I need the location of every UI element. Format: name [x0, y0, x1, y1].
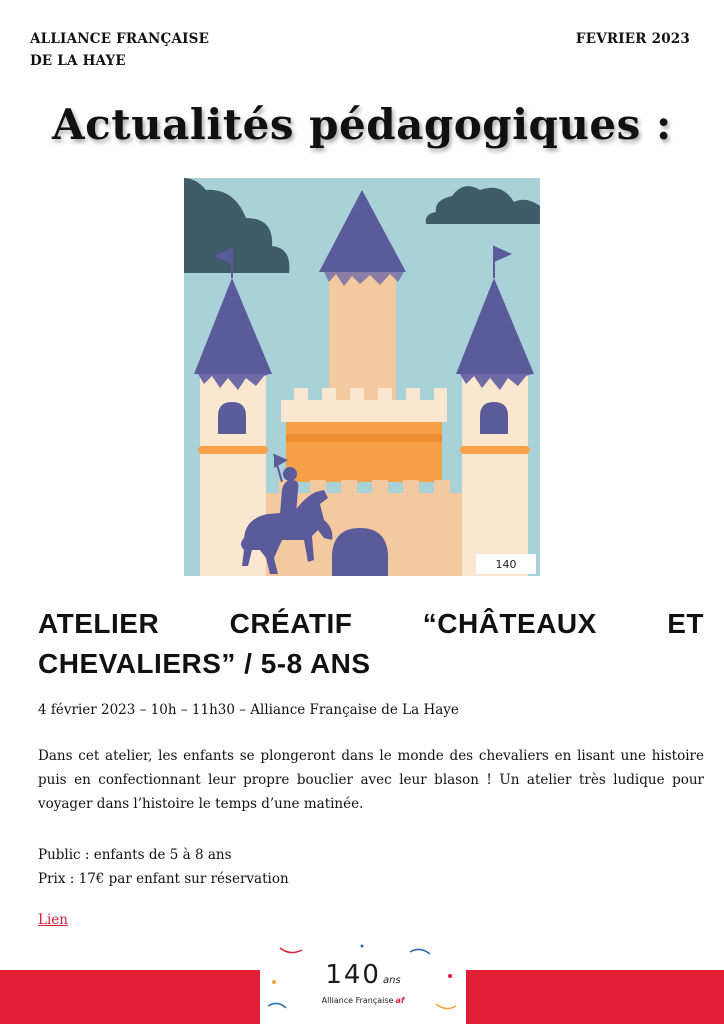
- badge-140: 140: [495, 558, 517, 571]
- event-link[interactable]: Lien: [38, 912, 68, 928]
- event-audience: Public : enfants de 5 à 8 ans: [38, 847, 232, 863]
- logo-brand: Alliance Française af: [321, 996, 405, 1005]
- right-tower-band: [460, 446, 530, 454]
- organization-name: [30, 28, 209, 72]
- event-meta: 4 février 2023 – 10h – 11h30 – Alliance Française de La Haye: [38, 702, 459, 718]
- left-tower-window: [218, 402, 246, 434]
- left-tower-band: [198, 446, 268, 454]
- castle-gate: [332, 528, 388, 576]
- event-info: [38, 843, 289, 891]
- logo-suffix: ans: [382, 975, 401, 986]
- event-price: Prix : 17€ par enfant sur réservation: [38, 871, 289, 887]
- logo-number: 140 ans: [325, 960, 401, 990]
- issue-date: FEVRIER 2023: [575, 31, 690, 47]
- event-title: ATELIER CRÉATIF “CHÂTEAUX ET CHEVALIERS” / 5-8 ANS: [38, 608, 704, 679]
- castle-orange-wall: [286, 422, 442, 482]
- logo-af: af: [395, 996, 405, 1005]
- org-line-2: DE LA HAYE: [30, 53, 126, 69]
- right-tower: [462, 370, 528, 576]
- page-title: Actualités pédagogiques :: [52, 100, 672, 149]
- castle-orange-stripe: [286, 434, 442, 442]
- org-line-1: ALLIANCE FRANÇAISE: [30, 31, 210, 47]
- event-description: Dans cet atelier, les enfants se plongeront dans le monde des chevaliers en lisant une histoire puis en confectionnant leur propre bouclier avec leur blason ! Un atelier très ludique pour voyager dans l’histoire le temps d’une matinée.: [38, 748, 704, 812]
- anniversary-logo: [260, 942, 466, 1024]
- right-tower-window: [480, 402, 508, 434]
- castle-knight-illustration: [184, 178, 540, 576]
